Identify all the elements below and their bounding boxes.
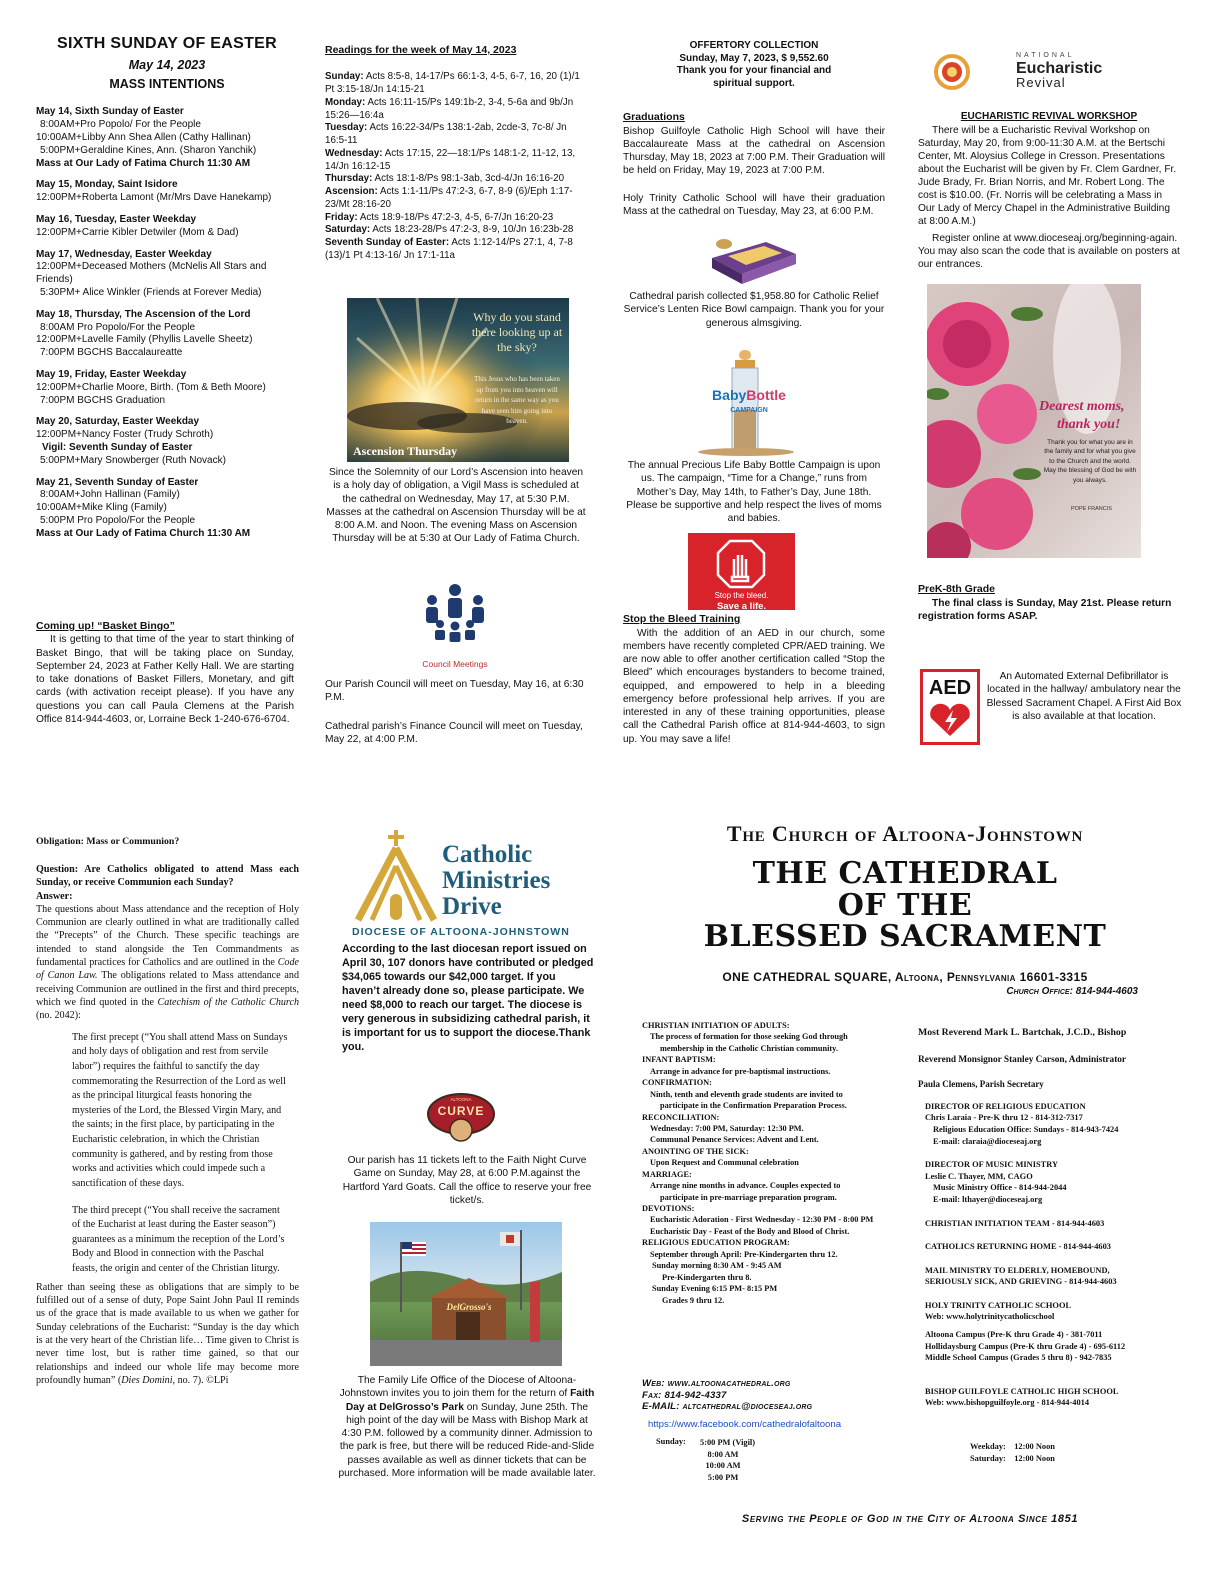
reading-day: Monday: (325, 96, 366, 108)
obligation-p1-c: (no. 2042): (36, 1010, 81, 1022)
rice-bowl-text: Cathedral parish collected $1,958.80 for Catholic Relief Service’s Lenten Rice Bowl campaign. Thank you for your generous almsgiving. (623, 291, 885, 329)
graduations (623, 111, 885, 218)
sacrament-line: Pre-Kindergarten thru 8. (662, 1272, 752, 1282)
sacrament-heading: CHRISTIAN INITIATION OF ADULTS: (642, 1021, 790, 1030)
council-text-2: Cathedral parish’s Finance Council will meet on Tuesday, May 22, at 4:00 P.M. (325, 721, 583, 746)
moms-signature: POPE FRANCIS (1071, 506, 1112, 512)
masthead-address: ONE CATHEDRAL SQUARE, Altoona, Pennsylvania 16601-3315 (722, 970, 1088, 984)
rice-bowl-image (704, 228, 802, 286)
sacrament-line: Grades 9 thru 12. (662, 1295, 725, 1305)
reading-text: Acts 1:12-14/Ps 27:1, 4, 7-8 (13)/1 Pt 4:13-16/ Jn 17:1-11a (325, 236, 573, 261)
reading-day: Seventh Sunday of Easter: (325, 236, 450, 248)
stop-the-bleed-line-1: Stop the bleed. (714, 590, 769, 600)
graduations-p1: Bishop Guilfoyle Catholic High School will have their Baccalaureate Mass at the cathedral on Ascension Thursday, May 18, 2023 at 7:00 P.M. Their Graduation will be held on Friday, May 19, 2023 at 7:00 P.M. (623, 125, 885, 177)
contact-fax: Fax: 814-942-4337 (642, 1389, 727, 1401)
park-scene-icon (370, 1222, 562, 1366)
cathedral-title-line-2: OF THE (837, 887, 973, 923)
stop-the-bleed-logo (688, 533, 795, 613)
directory-secretary: Paula Clemens, Parish Secretary (918, 1079, 1044, 1090)
mass-intention-line: 5:00PM Pro Popolo/For the People (40, 514, 196, 526)
reading-day: Sunday: (325, 71, 364, 83)
eucharistic-logo-small: NATIONAL (1016, 52, 1075, 59)
reading-item (325, 173, 587, 186)
mass-intention-day-title: May 20, Saturday, Easter Weekday (36, 416, 200, 428)
reading-text: Acts 1:1-11/Ps 47:2-3, 6-7, 8-9 (6)/Eph 1:17-23/Mt 28:16-20 (325, 186, 573, 210)
directory-crh: CATHOLICS RETURNING HOME - 814-944-4603 (925, 1242, 1111, 1252)
curve-logo-text: CURVE (437, 1104, 485, 1118)
mass-intention-line: 5:30PM+ Alice Winkler (Friends at Forever Media) (40, 287, 262, 299)
prek-body: The final class is Sunday, May 21st. Please return registration forms ASAP. (918, 597, 1172, 622)
sacrament-line: Arrange nine months in advance. Couples expected to (650, 1181, 841, 1191)
sacrament-heading: RECONCILIATION: (642, 1112, 720, 1122)
basket-bingo (36, 620, 294, 726)
ascension-text: Since the Solemnity of our Lord’s Ascension into heaven is a holy day of obligation, a Vigil Mass is scheduled at the cathedral on Wednesday, May 17, at 5:30 P.M. Masses at the cathedral on Ascension Thursday will be at 8:00 A.M. and Noon. The evening Mass on Ascension Thursday will be at 5:30 at Our Lady of Fatima Church. (326, 467, 586, 545)
mass-intention-line: 12:00PM+Charlie Moore, Birth. (Tom & Beth Moore) (36, 381, 266, 393)
reading-item (325, 212, 587, 225)
cmd-logo-sub: DIOCESE OF ALTOONA-JOHNSTOWN (352, 926, 570, 938)
sacraments-list (642, 1020, 918, 1306)
basket-bingo-heading: Coming up! “Basket Bingo” (36, 620, 175, 632)
sacrament-line: Arrange in advance for pre-baptismal instructions. (650, 1066, 831, 1076)
ascension-image (347, 298, 569, 462)
directory-mail-1: MAIL MINISTRY TO ELDERLY, HOMEBOUND, (925, 1265, 1110, 1275)
sacrament-heading: ANOINTING OF THE SICK: (642, 1146, 749, 1156)
mass-intention-day (36, 416, 298, 467)
mass-intention-day (36, 369, 298, 407)
mass-intentions (36, 34, 298, 541)
obligation-p2-b: , no. 7). ©LPi (172, 1374, 229, 1386)
directory-music-line-2: Music Ministry Office - 814-944-2044 (933, 1183, 1067, 1193)
obligation-p2 (36, 1281, 299, 1388)
readings (325, 44, 587, 262)
mass-intention-day (36, 179, 298, 205)
cmd-text: According to the last diocesan report issued on April 30, 107 donors have contributed or pledged $34,065 towards our $42,000 target. If you haven’t already done so, please participate. We need $8,000 to reach our target. The diocese is very generous in subsidizing cathedral parish, it is important for us to support the diocese.Thank you. (342, 943, 594, 1054)
directory-cit: CHRISTIAN INITIATION TEAM - 814-944-4603 (925, 1218, 1105, 1228)
curve-logo-small: ALTOONA (450, 1097, 472, 1102)
directory-re-line-1: Chris Laraia - Pre-K thru 12 - 814-312-7317 (925, 1113, 1083, 1123)
sacrament-heading: DEVOTIONS: (642, 1204, 695, 1213)
mass-intention-day-title: May 19, Friday, Easter Weekday (36, 369, 187, 381)
directory-mail-2: SERIOUSLY SICK, AND GRIEVING - 814-944-4603 (925, 1277, 1117, 1287)
reading-day: Wednesday: (325, 147, 383, 159)
mass-intention-fatima: Mass at Our Lady of Fatima Church 11:30 AM (36, 527, 251, 539)
footer-tagline: Serving the People of God in the City of Altoona Since 1851 (741, 1513, 1079, 1525)
council-meetings-label: Council Meetings (422, 658, 488, 669)
graduations-p2: Holy Trinity Catholic School will have their graduation Mass at the cathedral on Tuesday, May 23, at 6:00 P.M. (623, 192, 885, 217)
offertory-title: OFFERTORY COLLECTION (689, 40, 819, 51)
reading-item (325, 71, 587, 96)
reading-item (325, 186, 587, 211)
obligation-p1 (36, 903, 299, 1023)
delgrosso-text-bold: Faith Day at DelGrosso’s Park (345, 1388, 595, 1413)
directory-re (918, 1101, 1188, 1409)
mass-intention-line: 12:00PM+Lavelle Family (Phyllis Lavelle Sheetz) (36, 334, 253, 346)
prek (918, 583, 1180, 623)
stop-the-bleed-body: With the addition of an AED in our church, some members have recently completed CPR/AED training. We are now able to offer another certification called “Stop the Bleed” which encourages bystanders to become trained, equipped, and empowered to help in a bleeding emergency before professional help arrives. If you are interested in any of these training opportunities, please call the Cathedral Parish office at 814-944-4603, to sign up. You may save a life! (623, 627, 885, 745)
rice-bowl-box-icon (704, 228, 802, 286)
mass-intention-day-title: May 14, Sixth Sunday of Easter (36, 106, 184, 118)
mass-intention-line: 10:00AM+Mike Kling (Family) (36, 502, 167, 514)
cmd-logo-3: Drive (442, 893, 502, 920)
reading-day: Saturday: (325, 224, 371, 236)
eucharistic-revival-logo (930, 52, 1164, 92)
mass-intention-day-title: May 15, Monday, Saint Isidore (36, 179, 178, 191)
mass-intention-line: 8:00AM+Pro Popolo/ For the People (40, 119, 201, 131)
monstrance-icon (930, 52, 972, 92)
sacrament-line: Upon Request and Communal celebration (650, 1158, 799, 1168)
mass-intention-line: 12:00PM+Carrie Kibler Detwiler (Mom & Dad) (36, 226, 239, 238)
eucharistic-logo-big-1: Eucharistic (1016, 60, 1103, 77)
mass-intention-vigil: Vigil: Seventh Sunday of Easter (42, 442, 193, 453)
sacrament-line: participate in the Confirmation Preparation Process. (660, 1101, 847, 1111)
baby-bottle-word-1: Baby (712, 387, 747, 403)
directory-ht-line-2: Hollidaysburg Campus (Pre-K thru Grade 4) - 695-6112 (925, 1341, 1126, 1351)
directory-ht-line-3: Middle School Campus (Grades 5 thru 8) - 942-7835 (925, 1353, 1112, 1363)
sacrament-line: September through April: Pre-Kindergarten thru 12. (650, 1249, 838, 1259)
delgrosso-sign: DelGrosso's (446, 1302, 492, 1312)
mass-intention-day (36, 214, 298, 240)
reading-item (325, 122, 587, 147)
obligation-title: Obligation: Mass or Communion? (36, 836, 180, 847)
directory-ht-line-1: Altoona Campus (Pre-K thru Grade 4) - 381-7011 (925, 1330, 1103, 1340)
sacrament-line: Wednesday: 7:00 PM, Saturday: 12:30 PM. (650, 1123, 804, 1133)
reading-text: Acts 16:22-34/Ps 138:1-2ab, 2cde-3, 7c-8/ Jn 16:5-11 (325, 122, 567, 147)
offertory (623, 40, 885, 90)
eucharistic-revival-p2: Register online at www.dioceseaj.org/beginning-again. You may also scan the code that is available on posters at our entrances. (918, 233, 1180, 271)
mass-intention-line: 5:00PM+Geraldine Kines, Ann. (Sharon Yanchik) (40, 144, 257, 156)
directory-music-line-1: Leslie C. Thayer, MM, CAGO (925, 1171, 1033, 1181)
mass-intention-day-title: May 18, Thursday, The Ascension of the Lord (36, 308, 251, 320)
mass-intentions-date: May 14, 2023 (128, 58, 206, 73)
sunday-time-3: 10:00 AM (705, 1461, 741, 1471)
contact-web[interactable]: Web: www.altoonacathedral.org (642, 1378, 791, 1389)
reading-item (325, 237, 587, 262)
sacrament-line: Eucharistic Adoration - First Wednesday - 12:30 PM - 8:00 PM (650, 1215, 874, 1225)
sacrament-line: Sunday morning 8:30 AM - 9:45 AM (652, 1261, 782, 1271)
mass-intention-fatima: Mass at Our Lady of Fatima Church 11:30 AM (36, 157, 251, 169)
masthead-office: Church Office: 814-944-4603 (1006, 986, 1138, 997)
mass-intention-line: 12:00PM+Roberta Lamont (Mr/Mrs Dave Hanekamp) (36, 192, 272, 204)
sacrament-line: Sunday Evening 6:15 PM- 8:15 PM (652, 1284, 778, 1294)
sunday-schedule-label: Sunday: (656, 1437, 686, 1446)
reading-day: Ascension: (325, 186, 378, 198)
mass-intention-day-title: May 17, Wednesday, Easter Weekday (36, 248, 212, 260)
offertory-thanks: Thank you for your financial and spiritual support. (676, 65, 832, 89)
stop-the-bleed (623, 613, 885, 746)
mass-intention-line: 8:00AM+John Hallinan (Family) (40, 489, 180, 501)
obligation-p2-a: Rather than seeing these as obligations that are simply to be fulfilled out of a sense of duty, Pope Saint John Paul II reminds us of the grace that is made available to us when we gather for Sunday celebrations of the Eucharist: “Sunday is the day which is at the very heart of the Christian life… Time given to Christ is never time lost, but is rather time gained, so that our relationships and indeed our whole life may become more profoundly human” ( (36, 1281, 299, 1386)
readings-list (325, 71, 587, 262)
cmd-logo-1: Catholic (442, 841, 533, 868)
council-text-1: Our Parish Council will meet on Tuesday, May 16, at 6:30 P.M. (325, 679, 584, 704)
stop-hand-icon (688, 533, 795, 589)
delgrosso-text-b: on Sunday, June 25th. The high point of the day will be Mass with Bishop Mark at 4:30 P.M. followed by a community dinner. Admission to the park is free, but there will be reduced Ride-and-Slide passes available as well as dinner tickets that can be purchased. More information will be made available later. (338, 1401, 596, 1479)
directory-re-line-2: Religious Education Office: Sundays - 814-943-7424 (933, 1124, 1119, 1134)
baby-bottle-text: The annual Precious Life Baby Bottle Campaign is upon us. The campaign, “Time for a Change,” runs from Mother’s Day, May 14th, to Father’s Day, June 18th. Please be supportive and help respect the lives of moms and babies. (626, 460, 882, 524)
prek-heading: PreK-8th Grade (918, 583, 996, 595)
directory-music-head: DIRECTOR OF MUSIC MINISTRY (925, 1160, 1059, 1170)
directory-ht-web: Web: www.holytrinitycatholicschool (925, 1312, 1055, 1322)
directory-re-line-3: E-mail: claraia@dioceseaj.org (933, 1136, 1042, 1146)
directory-bishop: Most Reverend Mark L. Bartchak, J.C.D., Bishop (918, 1027, 1127, 1038)
weekday-schedule: Weekday: 12:00 Noon (970, 1442, 1055, 1451)
baby-bottle-word-2: Bottle (746, 387, 786, 403)
stop-the-bleed-line-2: Save a life. (716, 601, 767, 613)
mass-intention-day-title: May 16, Tuesday, Easter Weekday (36, 214, 197, 226)
obligation-p1-b: The obligations related to Mass attendance and receiving Communion are outlined in the first and third precepts, which we find quoted in the (36, 970, 299, 1009)
sacrament-line: Ninth, tenth and eleventh grade students are invited to (650, 1089, 843, 1099)
dearest-moms-image (927, 284, 1141, 558)
reading-text: Acts 8:5-8, 14-17/Ps 66:1-3, 4-5, 6-7, 16, 20 (1)/1 Pt 3:15-18/Jn 14:15-21 (325, 71, 580, 96)
baby-bottle-logo (694, 350, 804, 456)
reading-text: Acts 18:23-28/Ps 47:2-3, 8-9, 10/Jn 16:23b-28 (372, 224, 574, 236)
sacrament-heading: CONFIRMATION: (642, 1078, 712, 1088)
obligation-p2-italic: Dies Domini (121, 1374, 173, 1386)
readings-heading: Readings for the week of May 14, 2023 (325, 44, 517, 56)
reading-text: Acts 17:15, 22—18:1/Ps 148:1-2, 11-12, 13, 14/Jn 16:12-15 (325, 147, 576, 172)
mass-intention-line: 10:00AM+Libby Ann Shea Allen (Cathy Hallinan) (36, 132, 251, 144)
delgrosso-park-image (370, 1222, 562, 1366)
mass-intention-line: 5:00PM+Mary Snowberger (Ruth Novack) (40, 454, 226, 466)
church-cross-icon (350, 828, 450, 924)
reading-day: Thursday: (325, 173, 373, 185)
contact-block (642, 1378, 918, 1413)
directory-re-head: DIRECTOR OF RELIGIOUS EDUCATION (925, 1101, 1086, 1111)
sacrament-line: Eucharistic Day - Feast of the Body and Blood of Christ. (650, 1226, 850, 1236)
aed-logo (920, 669, 980, 745)
moms-body: Thank you for what you are in the family and for what you give to the Church and the world. May the blessing of God be with you always. (1043, 439, 1137, 484)
obligation-p1-italic: Code of Canon Law. (36, 957, 299, 982)
mass-intention-line: 12:00PM+Nancy Foster (Trudy Schroth) (36, 429, 214, 441)
obligation-quote-2: The third precept (“You shall receive the sacrament of the Eucharist at least during the Easter season”) guarantees as a minimum the reception of the Lord’s Body and Blood in connection with the Paschal feasts, the origin and center of the Christian liturgy. (72, 1204, 285, 1275)
mass-intentions-title: SIXTH SUNDAY OF EASTER (57, 35, 277, 52)
directory (918, 1026, 1188, 1409)
sacrament-line: The process of formation for those seeking God through (650, 1032, 848, 1042)
stop-the-bleed-heading: Stop the Bleed Training (623, 613, 741, 625)
contact-email[interactable]: E-MAIL: altcathedral@dioceseaj.org (642, 1401, 813, 1413)
heart-defibrillator-icon (923, 702, 977, 738)
people-group-icon (410, 580, 500, 642)
sunday-time-4: 5:00 PM (707, 1472, 739, 1482)
sacrament-heading: MARRIAGE: (642, 1169, 692, 1179)
sunday-schedule (700, 1437, 756, 1483)
mass-intention-line: 8:00AM Pro Popolo/For the People (40, 321, 196, 333)
mass-intention-line: 12:00PM+Deceased Mothers (McNelis All Stars and Friends) (36, 261, 267, 286)
mass-intention-line: 7:00PM BGCHS Graduation (40, 394, 166, 406)
sacrament-heading: INFANT BAPTISM: (642, 1055, 716, 1065)
council-meetings-logo (410, 580, 500, 669)
sacrament-line: membership in the Catholic Christian community. (660, 1043, 838, 1053)
directory-bg-web: Web: www.bishopguilfoyle.org - 814-944-4014 (925, 1398, 1090, 1408)
offertory-amount: Sunday, May 7, 2023, $ 9,552.60 (679, 52, 829, 64)
obligation (36, 836, 299, 1387)
reading-day: Tuesday: (325, 122, 368, 134)
aed-logo-text: AED (928, 677, 972, 699)
delgrosso-text (336, 1374, 598, 1480)
reading-text: Acts 18:9-18/Ps 47:2-3, 4-5, 6-7/Jn 16:20-23 (359, 211, 554, 223)
mass-intention-day (36, 249, 298, 300)
directory-ht-head: HOLY TRINITY CATHOLIC SCHOOL (925, 1300, 1072, 1310)
obligation-answer-label: Answer: (36, 890, 73, 902)
sacrament-heading: RELIGIOUS EDUCATION PROGRAM: (642, 1238, 790, 1248)
eucharistic-logo-big-2: Revival (1016, 75, 1066, 90)
cmd-logo-2: Ministries (442, 867, 551, 894)
altoona-curve-logo (426, 1088, 496, 1144)
mass-intentions-list (36, 106, 298, 540)
baby-bottle-sub: CAMPAIGN (730, 407, 768, 414)
eucharistic-revival (918, 111, 1180, 271)
cathedral-title (640, 858, 1170, 953)
ascension-quote: This Jesus who has been taken up from you into heaven will return in the same way as you have seen him going into heaven. (474, 375, 560, 425)
graduations-heading: Graduations (623, 111, 685, 123)
eucharistic-revival-heading: EUCHARISTIC REVIVAL WORKSHOP (960, 111, 1138, 122)
aed-text: An Automated External Defibrillator is located in the hallway/ ambulatory near the Blessed Sacrament Chapel. A First Aid Box is also available at that location. (986, 671, 1182, 722)
reading-item (325, 148, 587, 173)
directory-admin: Reverend Monsignor Stanley Carson, Administrator (918, 1054, 1127, 1065)
obligation-quote-1: The first precept (“You shall attend Mass on Sundays and holy days of obligation and rest from servile labor”) requires the faithful to sanctify the day commemorating the Resurrection of the Lord as well as the principal liturgical feasts honoring the mysteries of the Lord, the Blessed Virgin Mary, and the saints; in the first place, by participating in the Eucharistic celebration, in which the Christian community is gathered, and by resting from those works and activities which could impede such a sanctification of these days. (72, 1031, 288, 1189)
sunday-time-1: 5:00 PM (Vigil) (700, 1438, 756, 1447)
facebook-link[interactable]: https://www.facebook.com/cathedralofaltoona (648, 1419, 842, 1430)
basket-bingo-body: It is getting to that time of the year to start thinking of Basket Bingo, that will be taking place on Sunday, September 24, 2023 at Father Kelly Hall. We are starting to take donations of Basket Fillers, Monetary, and gift cards (with activation receipt please). If you have any questions you can call Paula Clemens at the Parish Office 814-944-4603, or, Lorraine Beck 1-240-676-6704. (36, 634, 294, 725)
directory-bg-head: BISHOP GUILFOYLE CATHOLIC HIGH SCHOOL (925, 1386, 1119, 1396)
reading-item (325, 97, 587, 122)
mass-intention-day-title: May 21, Seventh Sunday of Easter (36, 476, 199, 488)
mass-intention-day (36, 106, 298, 170)
reading-item (325, 224, 587, 237)
mass-intention-day (36, 477, 298, 541)
mass-intention-day (36, 309, 298, 360)
cathedral-title-line-1: THE CATHEDRAL (752, 856, 1058, 891)
eucharistic-revival-p1: There will be a Eucharistic Revival Workshop on Saturday, May 20, from 9:00-11:30 A.M. at the Bertschi Center, Mt. Aloysius College in Cresson. Presentations about the Eucharist will be given by Fr. Clem Gardner, Fr. Jude Brady, Fr. Brian Norris, and Mr. Robert Long. The cost is $10.00. (Fr. Norris will be celebrating a Mass in Our Lady of Mercy Chapel in the Administrative Building at 8:00 A.M.) (918, 124, 1177, 228)
obligation-question: Question: Are Catholics obligated to attend Mass each Sunday, or receive Communion each Sunday? (36, 863, 299, 889)
reading-text: Acts 18:1-8/Ps 98:1-3ab, 3cd-4/Jn 16:16-20 (374, 173, 565, 185)
moms-headline-1: Dearest moms, (1039, 399, 1125, 414)
obligation-p1-italic-2: Catechism of the Catholic Church (157, 997, 300, 1009)
reading-day: Friday: (325, 211, 358, 223)
saturday-schedule: Saturday: 12:00 Noon (970, 1454, 1055, 1463)
reading-text: Acts 16:11-15/Ps 149:1b-2, 3-4, 5-6a and 9b/Jn 15:26—16:4a (325, 96, 574, 121)
ascension-caption: Ascension Thursday (353, 444, 458, 458)
delgrosso-text-a: The Family Life Office of the Diocese of Altoona-Johnstown invites you to join them for the return of (339, 1375, 577, 1400)
ascension-question: Why do you stand there looking up at the sky? (471, 310, 563, 354)
sacrament-line: participate in pre-marriage preparation program. (660, 1192, 837, 1202)
mass-intention-line: 7:00PM BGCHS Baccalaureatte (40, 347, 183, 359)
sunday-time-2: 8:00 AM (707, 1449, 739, 1459)
church-masthead: The Church of Altoona-Johnstown (726, 821, 1084, 846)
directory-music-line-3: E-mail: lthayer@dioceseaj.org (933, 1194, 1043, 1204)
baby-bottle-icon (694, 350, 804, 456)
curve-text: Our parish has 11 tickets left to the Faith Night Curve Game on Sunday, May 28, at 6:00 P.M.against the Hartford Yard Goats. Call the office to reserve your free ticket/s. (342, 1155, 592, 1206)
obligation-p1-a: The questions about Mass attendance and the reception of Holy Communion are clearly outlined in what are traditionally called the “Precepts” of the Church. These specific teachings are intended to stand alongside the Ten Commandments as fundamental practices for Catholics and are outlined in the (36, 903, 299, 969)
cathedral-title-line-3: BLESSED SACRAMENT (703, 919, 1107, 954)
sacrament-line: Communal Penance Services: Advent and Lent. (650, 1135, 819, 1145)
catholic-ministries-drive-logo (350, 828, 612, 940)
mass-intentions-subtitle: MASS INTENTIONS (109, 77, 225, 92)
moms-headline-2: thank you! (1057, 417, 1121, 432)
